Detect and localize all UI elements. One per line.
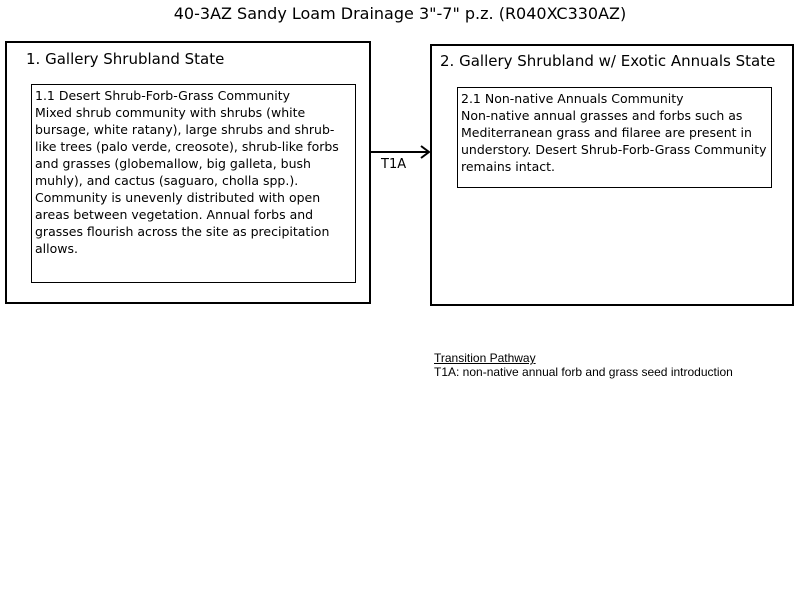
community-box bbox=[31, 84, 356, 283]
community-title: 2.1 Non-native Annuals Community bbox=[461, 91, 684, 106]
community-title: 1.1 Desert Shrub-Forb-Grass Community bbox=[35, 88, 291, 103]
description-line: muhly), and cactus (saguaro, cholla spp.). bbox=[35, 173, 299, 188]
description-line: understory. Desert Shrub-Forb-Grass Community bbox=[461, 142, 767, 157]
legend-text: T1A: non-native annual forb and grass seed introduction bbox=[434, 365, 733, 379]
transition-label: T1A bbox=[381, 157, 407, 172]
state-title: 1. Gallery Shrubland State bbox=[26, 50, 225, 68]
description-line: grasses flourish across the site as precipitation bbox=[35, 224, 330, 239]
description-line: Community is unevenly distributed with open bbox=[35, 190, 321, 205]
description-line: areas between vegetation. Annual forbs and bbox=[35, 207, 314, 222]
state-box-1 bbox=[5, 41, 371, 304]
community-box bbox=[457, 87, 772, 188]
description-line: allows. bbox=[35, 241, 78, 256]
description-line: Mediterranean grass and filaree are present in bbox=[461, 125, 752, 140]
transition-legend bbox=[434, 351, 733, 379]
description-line: Mixed shrub community with shrubs (white bbox=[35, 105, 306, 120]
legend-title: Transition Pathway bbox=[434, 351, 536, 365]
description-line: Non-native annual grasses and forbs such as bbox=[461, 108, 743, 123]
community-description bbox=[461, 107, 768, 175]
state-box-2 bbox=[430, 44, 794, 306]
diagram-title: 40-3AZ Sandy Loam Drainage 3"-7" p.z. (R040XC330AZ) bbox=[173, 4, 627, 23]
description-line: and grasses (globemallow, big galleta, bush bbox=[35, 156, 311, 171]
community-description bbox=[35, 104, 352, 257]
description-line: like trees (palo verde, creosote), shrub-like forbs bbox=[35, 139, 339, 154]
description-line: remains intact. bbox=[461, 159, 555, 174]
description-line: bursage, white ratany), large shrubs and shrub- bbox=[35, 122, 335, 137]
state-title: 2. Gallery Shrubland w/ Exotic Annuals State bbox=[440, 52, 776, 70]
